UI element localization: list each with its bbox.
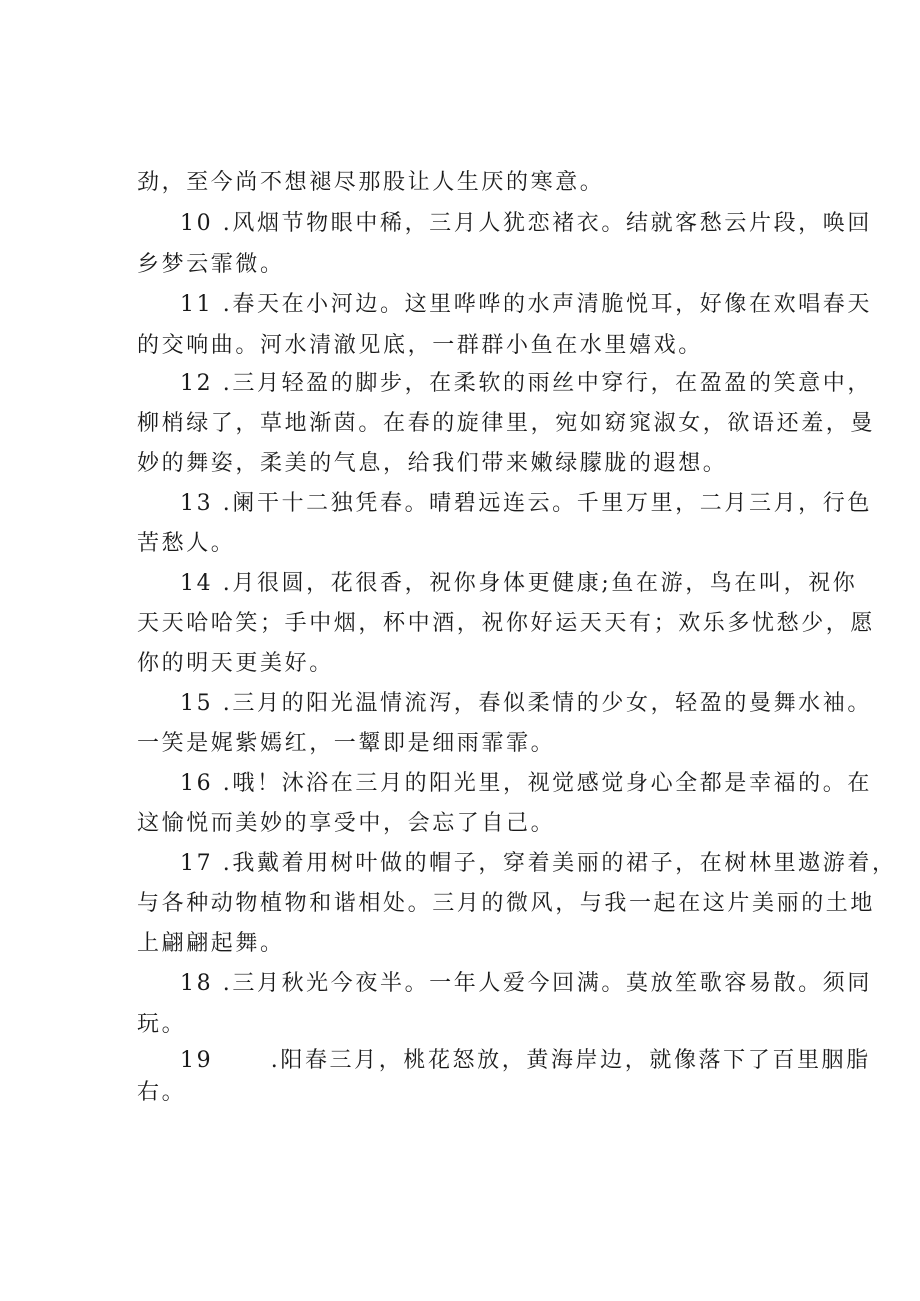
- text-line: 劲，至今尚不想褪尽那股让人生厌的寒意。: [137, 170, 605, 195]
- item-10-line-2: 乡梦云霏微。: [137, 252, 285, 277]
- item-10-line-1: 10 .风烟节物眼中稀，三月人犹恋褚衣。结就客愁云片段，唤回: [180, 211, 872, 236]
- item-17-line-2: 与各种动物植物和谐相处。三月的微风，与我一起在这片美丽的土地: [137, 891, 876, 916]
- item-16-line-2: 这愉悦而美妙的享受中，会忘了自己。: [137, 811, 556, 836]
- item-12-line-3: 妙的舞姿，柔美的气息，给我们带来嫩绿朦胧的遐想。: [137, 451, 728, 476]
- item-19-line-1: 19 .阳春三月，桃花怒放，黄海岸边，就像落下了百里胭脂: [180, 1048, 871, 1073]
- item-12-line-1: 12 .三月轻盈的脚步，在柔软的雨丝中穿行，在盈盈的笑意中，: [180, 371, 872, 396]
- item-16-line-1: 16 .哦！沐浴在三月的阳光里，视觉感觉身心全都是幸福的。在: [180, 771, 872, 796]
- item-11-line-2: 的交响曲。河水清澈见底，一群群小鱼在水里嬉戏。: [137, 333, 703, 358]
- item-17-line-1: 17 .我戴着用树叶做的帽子，穿着美丽的裙子，在树林里遨游着，: [180, 851, 897, 876]
- item-15-line-2: 一笑是娓紫嫣红，一颦即是细雨霏霏。: [137, 731, 556, 756]
- item-18-line-2: 玩。: [137, 1012, 187, 1037]
- item-15-line-1: 15 .三月的阳光温情流泻，春似柔情的少女，轻盈的曼舞水袖。: [180, 691, 872, 716]
- item-14-line-3: 你的明天更美好。: [137, 651, 334, 676]
- item-11-line-1: 11 .春天在小河边。这里哗哗的水声清脆悦耳，好像在欢唱春天: [180, 292, 872, 317]
- item-17-line-3: 上翩翩起舞。: [137, 931, 285, 956]
- item-19-line-2: 右。: [137, 1080, 187, 1105]
- item-18-line-1: 18 .三月秋光今夜半。一年人爱今回满。莫放笙歌容易散。须同: [180, 971, 872, 996]
- item-14-line-1: 14 .月很圆，花很香，祝你身体更健康;鱼在游，鸟在叫，祝你: [180, 571, 858, 596]
- item-12-line-2: 柳梢绿了，草地渐茵。在春的旋律里，宛如窈窕淑女，欲语还羞，曼: [137, 411, 876, 436]
- item-13-line-1: 13 .阑干十二独凭春。晴碧远连云。千里万里，二月三月，行色: [180, 491, 872, 516]
- item-14-line-2: 天天哈哈笑；手中烟，杯中酒，祝你好运天天有；欢乐多忧愁少，愿: [137, 611, 876, 636]
- item-13-line-2: 苦愁人。: [137, 531, 236, 556]
